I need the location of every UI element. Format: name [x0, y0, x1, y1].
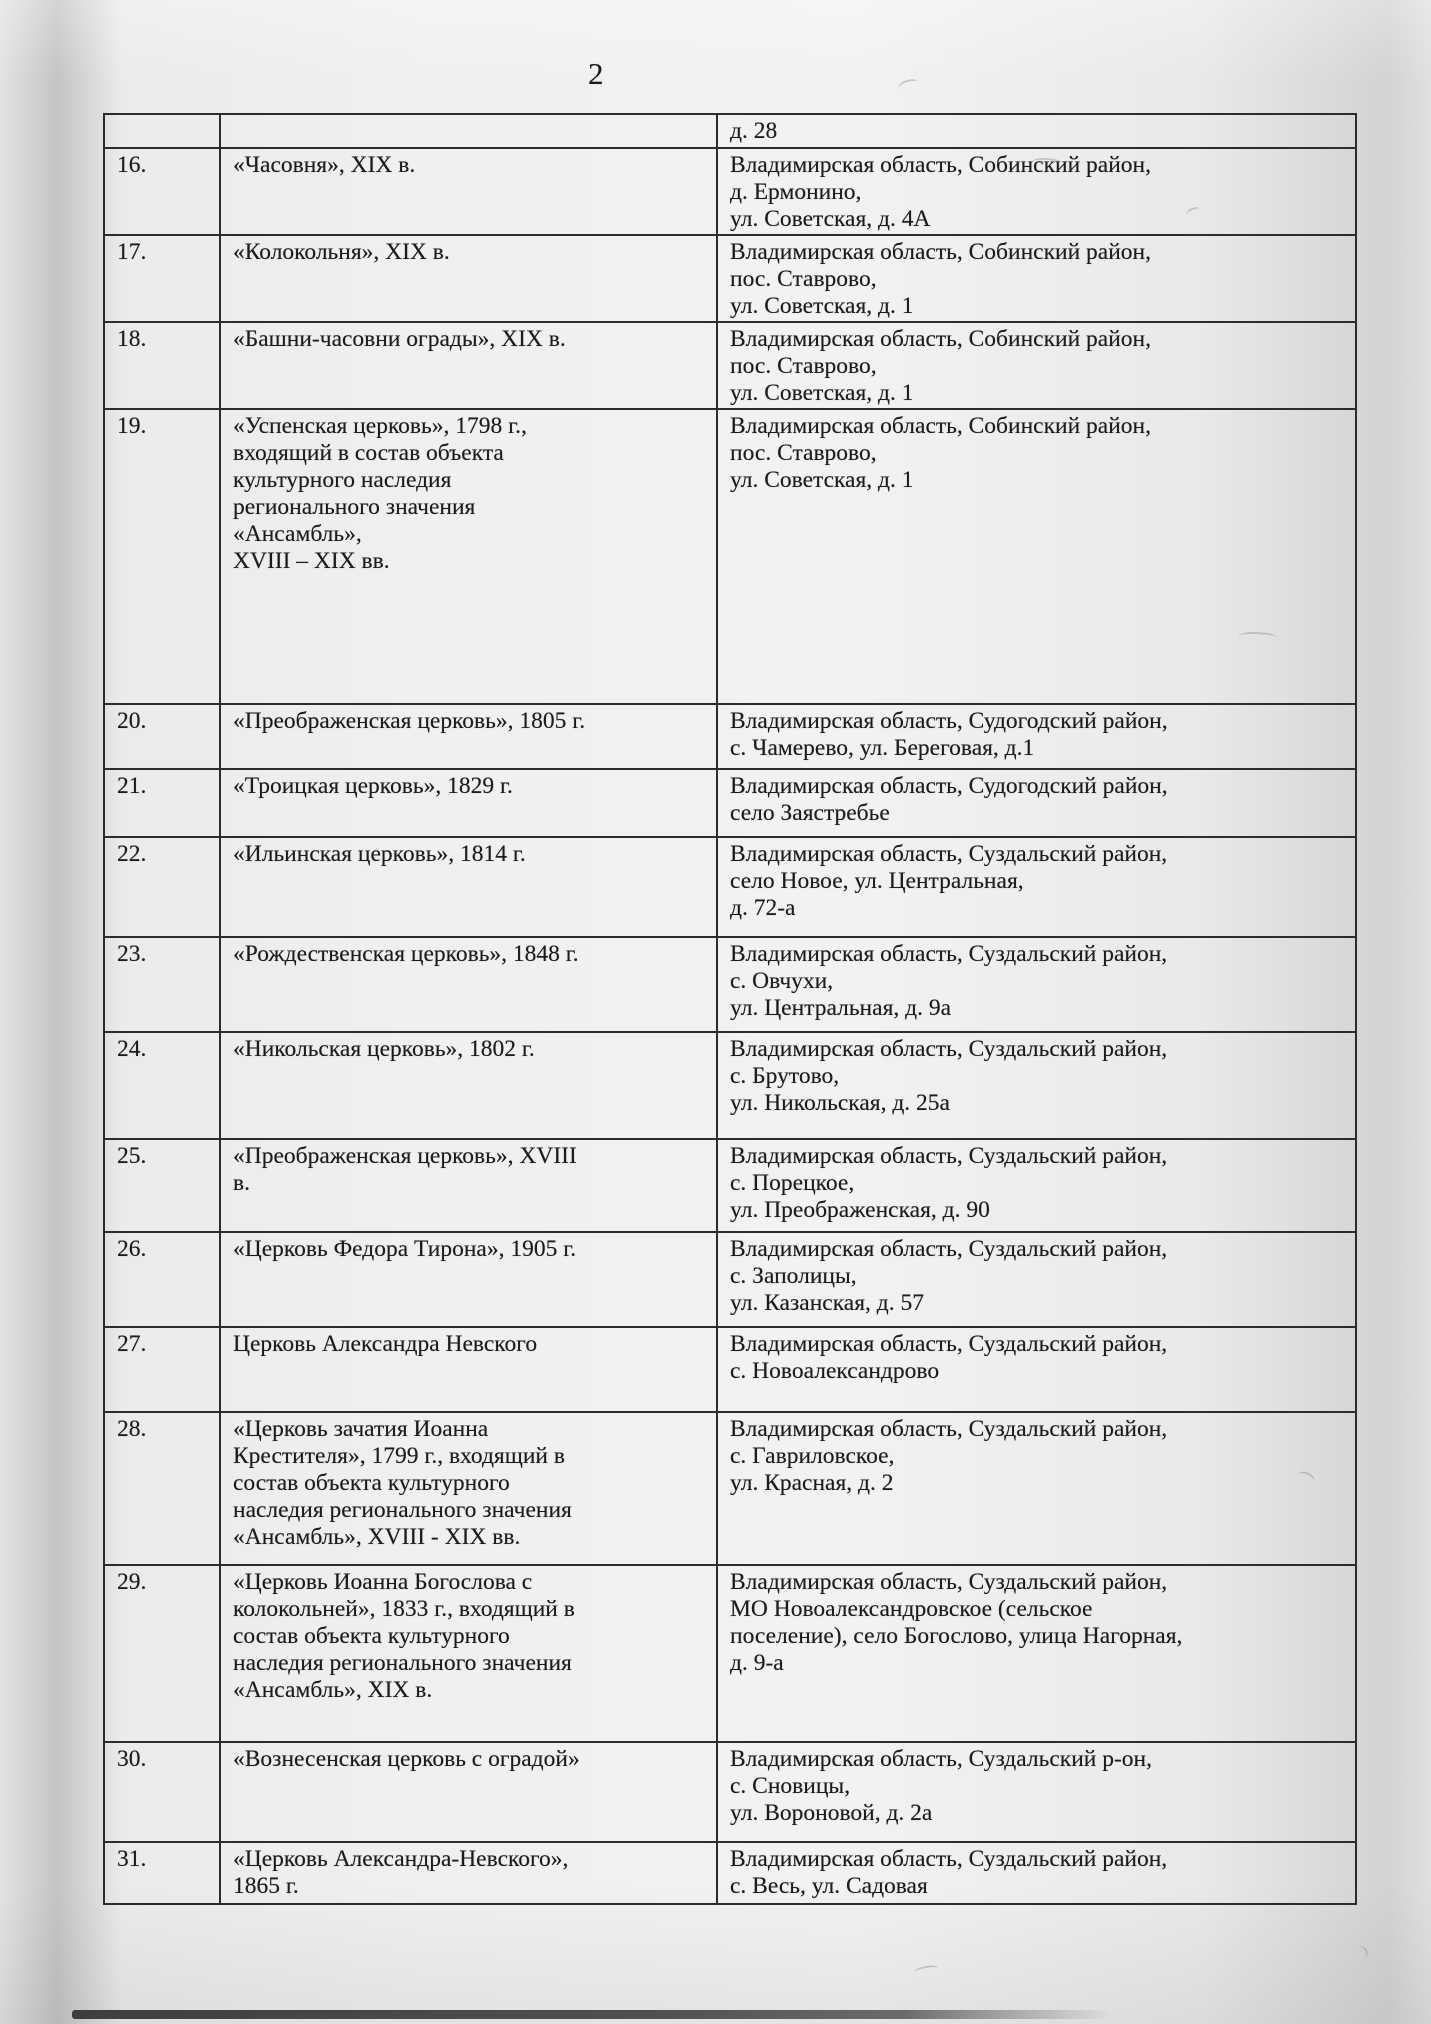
address-cell: [717, 1139, 1356, 1232]
address-line: МО Новоалександровское (сельское: [730, 1596, 1093, 1622]
object-name-line: 1865 г.: [233, 1873, 299, 1899]
address-line: Владимирская область, Собинский район,: [730, 326, 1151, 352]
address-line: с. Овчухи,: [730, 968, 834, 994]
address-cell: [717, 1327, 1356, 1412]
object-name-line: «Вознесенская церковь с оградой»: [233, 1746, 580, 1772]
address-line: Владимирская область, Собинский район,: [730, 239, 1151, 265]
row-number-cell: [104, 1327, 220, 1412]
address-cell: [717, 409, 1356, 704]
object-name-line: «Церковь зачатия Иоанна: [233, 1416, 489, 1442]
row-number: 19.: [117, 413, 147, 439]
object-name-line: в.: [233, 1170, 250, 1196]
address-line: пос. Ставрово,: [730, 353, 877, 379]
address-line: ул. Центральная, д. 9а: [730, 995, 952, 1021]
object-name-line: «Церковь Федора Тирона», 1905 г.: [233, 1236, 577, 1262]
row-number-cell: [104, 704, 220, 769]
row-number-cell: [104, 322, 220, 409]
object-name-line: состав объекта культурного: [233, 1623, 510, 1649]
object-name-line: регионального значения: [233, 494, 476, 520]
row-number: 26.: [117, 1236, 147, 1262]
address-cell: [717, 235, 1356, 322]
row-number: 24.: [117, 1036, 147, 1062]
address-line: с. Заполицы,: [730, 1263, 857, 1289]
object-name-cell: [220, 409, 717, 704]
address-cell: [717, 1842, 1356, 1904]
table-row: [104, 1412, 1356, 1565]
address-line: Владимирская область, Суздальский район,: [730, 1143, 1168, 1169]
address-line: ул. Никольская, д. 25а: [730, 1090, 950, 1116]
address-line: Владимирская область, Суздальский район,: [730, 1036, 1168, 1062]
row-number: 23.: [117, 941, 147, 967]
address-line: д. 28: [730, 118, 778, 144]
address-line: поселение), село Богослово, улица Нагорная,: [730, 1623, 1183, 1649]
object-name-cell: [220, 1565, 717, 1742]
object-name-line: «Преображенская церковь», XVIII: [233, 1143, 577, 1169]
address-cell: [717, 1232, 1356, 1327]
object-name-line: «Церковь Иоанна Богослова с: [233, 1569, 533, 1595]
object-name-line: «Башни-часовни ограды», XIX в.: [233, 326, 566, 352]
address-line: с. Чамерево, ул. Береговая, д.1: [730, 735, 1035, 761]
address-line: Владимирская область, Суздальский район,: [730, 1416, 1168, 1442]
address-line: Владимирская область, Судогодский район,: [730, 773, 1168, 799]
object-name-line: XVIII – XIX вв.: [233, 548, 390, 574]
address-line: ул. Советская, д. 4А: [730, 206, 931, 232]
address-line: Владимирская область, Суздальский район,: [730, 1331, 1168, 1357]
row-number: 28.: [117, 1416, 147, 1442]
object-name-cell: [220, 1327, 717, 1412]
address-line: ул. Преображенская, д. 90: [730, 1197, 990, 1223]
row-number-cell: [104, 1032, 220, 1139]
row-number-cell: [104, 1139, 220, 1232]
row-number: 21.: [117, 773, 147, 799]
address-line: Владимирская область, Суздальский район,: [730, 1236, 1168, 1262]
row-number: 31.: [117, 1846, 147, 1872]
address-cell: [717, 322, 1356, 409]
table-row: [104, 114, 1356, 148]
row-number-cell: [104, 148, 220, 235]
row-number: 16.: [117, 152, 147, 178]
object-name-line: Крестителя», 1799 г., входящий в: [233, 1443, 565, 1469]
object-name-cell: [220, 148, 717, 235]
address-line: Владимирская область, Собинский район,: [730, 152, 1151, 178]
object-name-cell: [220, 1232, 717, 1327]
object-name-line: наследия регионального значения: [233, 1650, 572, 1676]
row-number: 29.: [117, 1569, 147, 1595]
object-name-cell: [220, 704, 717, 769]
object-name-line: «Ансамбль»,: [233, 521, 362, 547]
scan-artifact: [1348, 1944, 1369, 1962]
heritage-table: [103, 113, 1357, 1905]
row-number: 30.: [117, 1746, 147, 1772]
address-cell: [717, 837, 1356, 937]
table-row: [104, 1842, 1356, 1904]
object-name-cell: [220, 235, 717, 322]
object-name-cell: [220, 322, 717, 409]
address-line: ул. Советская, д. 1: [730, 380, 914, 406]
object-name-line: «Ильинская церковь», 1814 г.: [233, 841, 526, 867]
object-name-line: входящий в состав объекта: [233, 440, 504, 466]
scan-edge-artifact: [72, 2010, 1112, 2019]
address-cell: [717, 1742, 1356, 1842]
row-number: 17.: [117, 239, 147, 265]
address-line: с. Брутово,: [730, 1063, 840, 1089]
address-cell: [717, 704, 1356, 769]
address-cell: [717, 1412, 1356, 1565]
address-line: село Заястребье: [730, 800, 890, 826]
row-number-cell: [104, 409, 220, 704]
object-name-line: «Преображенская церковь», 1805 г.: [233, 708, 586, 734]
address-line: ул. Советская, д. 1: [730, 467, 914, 493]
object-name-line: культурного наследия: [233, 467, 452, 493]
address-line: д. 9-а: [730, 1650, 784, 1676]
row-number-cell: [104, 837, 220, 937]
table-body: [104, 114, 1356, 1904]
address-cell: [717, 937, 1356, 1032]
address-line: Владимирская область, Суздальский район,: [730, 841, 1168, 867]
object-name-line: «Ансамбль», XVIII - XIX вв.: [233, 1524, 521, 1550]
object-name-line: «Часовня», XIX в.: [233, 152, 416, 178]
object-name-cell: [220, 114, 717, 148]
address-line: ул. Вороновой, д. 2а: [730, 1800, 933, 1826]
object-name-line: состав объекта культурного: [233, 1470, 510, 1496]
object-name-line: «Троицкая церковь», 1829 г.: [233, 773, 513, 799]
object-name-line: «Церковь Александра-Невского»,: [233, 1846, 569, 1872]
object-name-line: наследия регионального значения: [233, 1497, 572, 1523]
page-number: 2: [588, 56, 604, 91]
address-line: село Новое, ул. Центральная,: [730, 868, 1024, 894]
table-row: [104, 1032, 1356, 1139]
row-number-cell: [104, 1412, 220, 1565]
table-row: [104, 704, 1356, 769]
object-name-cell: [220, 1139, 717, 1232]
object-name-line: «Ансамбль», XIX в.: [233, 1677, 433, 1703]
object-name-line: «Никольская церковь», 1802 г.: [233, 1036, 535, 1062]
row-number-cell: [104, 937, 220, 1032]
address-line: Владимирская область, Собинский район,: [730, 413, 1151, 439]
address-cell: [717, 1032, 1356, 1139]
address-cell: [717, 114, 1356, 148]
object-name-line: Церковь Александра Невского: [233, 1331, 538, 1357]
address-line: Владимирская область, Суздальский район,: [730, 1569, 1168, 1595]
object-name-line: «Успенская церковь», 1798 г.,: [233, 413, 527, 439]
address-line: с. Весь, ул. Садовая: [730, 1873, 928, 1899]
object-name-cell: [220, 1032, 717, 1139]
row-number-cell: [104, 1842, 220, 1904]
address-line: пос. Ставрово,: [730, 440, 877, 466]
row-number-cell: [104, 1232, 220, 1327]
row-number: 20.: [117, 708, 147, 734]
object-name-line: «Рождественская церковь», 1848 г.: [233, 941, 579, 967]
address-line: Владимирская область, Судогодский район,: [730, 708, 1168, 734]
address-line: с. Новоалександрово: [730, 1358, 940, 1384]
object-name-cell: [220, 1842, 717, 1904]
address-line: д. Ермонино,: [730, 179, 862, 205]
row-number-cell: [104, 1742, 220, 1842]
scan-artifact: [897, 78, 919, 94]
address-line: Владимирская область, Суздальский район,: [730, 1846, 1168, 1872]
row-number: 18.: [117, 326, 147, 352]
address-line: с. Порецкое,: [730, 1170, 855, 1196]
object-name-cell: [220, 1742, 717, 1842]
row-number: 22.: [117, 841, 147, 867]
row-number-cell: [104, 769, 220, 837]
row-number: 25.: [117, 1143, 147, 1169]
row-number-cell: [104, 114, 220, 148]
table-row: [104, 837, 1356, 937]
table-row: [104, 148, 1356, 235]
table-row: [104, 1327, 1356, 1412]
table-row: [104, 937, 1356, 1032]
address-line: Владимирская область, Суздальский район,: [730, 941, 1168, 967]
address-line: ул. Советская, д. 1: [730, 293, 914, 319]
address-line: ул. Казанская, д. 57: [730, 1290, 924, 1316]
table-row: [104, 1565, 1356, 1742]
address-line: Владимирская область, Суздальский р-он,: [730, 1746, 1153, 1772]
address-cell: [717, 1565, 1356, 1742]
address-line: ул. Красная, д. 2: [730, 1470, 894, 1496]
object-name-cell: [220, 837, 717, 937]
address-line: с. Сновицы,: [730, 1773, 851, 1799]
object-name-cell: [220, 769, 717, 837]
address-cell: [717, 769, 1356, 837]
table-row: [104, 1139, 1356, 1232]
row-number-cell: [104, 1565, 220, 1742]
row-number-cell: [104, 235, 220, 322]
scan-artifact: [913, 1964, 938, 1977]
object-name-line: «Колокольня», XIX в.: [233, 239, 450, 265]
table-row: [104, 235, 1356, 322]
address-line: с. Гавриловское,: [730, 1443, 895, 1469]
table-row: [104, 1742, 1356, 1842]
address-line: д. 72-а: [730, 895, 796, 921]
table-row: [104, 409, 1356, 704]
table-row: [104, 769, 1356, 837]
table-row: [104, 322, 1356, 409]
table-row: [104, 1232, 1356, 1327]
object-name-cell: [220, 937, 717, 1032]
row-number: 27.: [117, 1331, 147, 1357]
address-line: пос. Ставрово,: [730, 266, 877, 292]
object-name-cell: [220, 1412, 717, 1565]
object-name-line: колокольней», 1833 г., входящий в: [233, 1596, 575, 1622]
